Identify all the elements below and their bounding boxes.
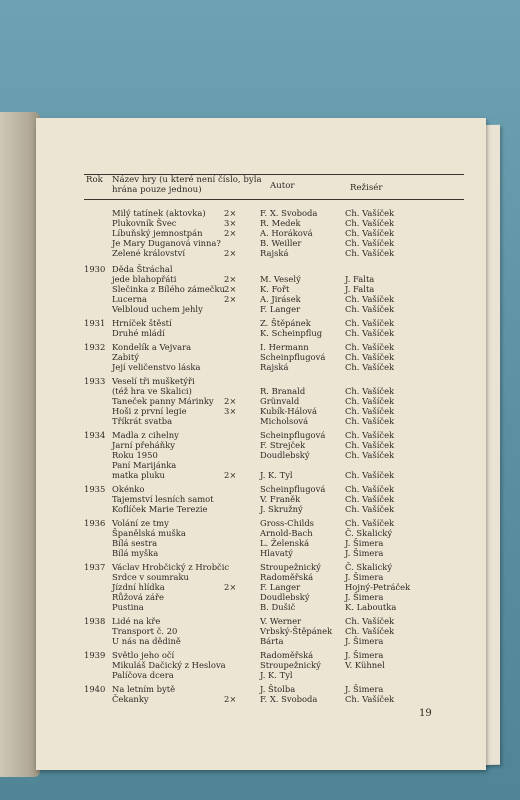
cell-title: Paní Marijánka xyxy=(112,460,177,470)
table-row xyxy=(36,616,486,626)
cell-director: Ch. Vašíček xyxy=(345,518,395,528)
table-row xyxy=(36,650,486,660)
table-row xyxy=(36,318,486,328)
cell-year: 1934 xyxy=(84,430,106,440)
cell-author: Bárta xyxy=(260,636,284,646)
cell-title: Je Mary Duganová vinna? xyxy=(112,238,221,248)
table-row xyxy=(36,602,486,612)
cell-title: Jarní přeháňky xyxy=(112,440,175,450)
cell-author: V. Franěk xyxy=(260,494,301,504)
cell-title: jede blahopřáti xyxy=(112,274,177,284)
table-row xyxy=(36,528,486,538)
cell-author: Scheinpflugová xyxy=(260,484,326,494)
cell-title: Hrníček štěstí xyxy=(112,318,172,328)
table-row xyxy=(36,430,486,440)
cell-director: J. Šimera xyxy=(345,592,384,602)
cell-title: Okénko xyxy=(112,484,145,494)
cell-year: 1936 xyxy=(84,518,106,528)
cell-director: J. Šimera xyxy=(345,636,384,646)
table-row xyxy=(36,694,486,704)
cell-title: Transport č. 20 xyxy=(112,626,178,636)
cell-director: Ch. Vašíček xyxy=(345,396,395,406)
table-row xyxy=(36,518,486,528)
cell-title: Bílá myška xyxy=(112,548,159,558)
table-row xyxy=(36,684,486,694)
table-row xyxy=(36,670,486,680)
cell-title: Španělská muška xyxy=(112,528,186,538)
cell-mark: 3× xyxy=(224,218,237,228)
cell-director: Ch. Vašíček xyxy=(345,416,395,426)
cell-year: 1940 xyxy=(84,684,106,694)
cell-author: Scheinpflugová xyxy=(260,352,326,362)
cell-director: Hojný-Petráček xyxy=(345,582,411,592)
cell-mark: 2× xyxy=(224,274,237,284)
cell-title: Líbuňský jemnostpán xyxy=(112,228,203,238)
cell-mark: 2× xyxy=(224,284,237,294)
cell-author: F. Langer xyxy=(260,582,301,592)
cell-title: Plukovník Švec xyxy=(112,218,177,228)
cell-director: Ch. Vašíček xyxy=(345,352,395,362)
cell-author: Stroupežnický xyxy=(260,562,321,572)
page-number: 19 xyxy=(419,708,432,719)
cell-mark: 2× xyxy=(224,396,237,406)
cell-year: 1939 xyxy=(84,650,106,660)
header-year: Rok xyxy=(86,175,103,185)
cell-title: Tříkrát svatba xyxy=(112,416,173,426)
cell-director: J. Šimera xyxy=(345,572,384,582)
cell-author: L. Želenská xyxy=(260,538,310,548)
cell-title: Volání ze tmy xyxy=(112,518,169,528)
cell-author: Kubík-Hálová xyxy=(260,406,318,416)
cell-director: Ch. Vašíček xyxy=(345,484,395,494)
facing-page-edge xyxy=(0,112,40,777)
cell-director: K. Laboutka xyxy=(345,602,397,612)
cell-title: Taneček panny Márinky xyxy=(112,396,214,406)
table-row xyxy=(36,274,486,284)
cell-title: (též hra ve Skalici) xyxy=(112,386,192,396)
cell-title: matka pluku xyxy=(112,470,165,480)
cell-author: I. Hermann xyxy=(260,342,309,352)
cell-author: B. Weiller xyxy=(260,238,302,248)
cell-director: Ch. Vašíček xyxy=(345,470,395,480)
table-row xyxy=(36,352,486,362)
cell-title: Jízdní hlídka xyxy=(112,582,165,592)
cell-director: Ch. Vašíček xyxy=(345,248,395,258)
cell-title: Madla z cihelny xyxy=(112,430,179,440)
cell-author: Z. Štěpánek xyxy=(260,318,311,328)
cell-title: Světlo jeho očí xyxy=(112,650,175,660)
table-row xyxy=(36,626,486,636)
cell-author: V. Werner xyxy=(260,616,302,626)
cell-title: Na letním bytě xyxy=(112,684,176,694)
cell-author: A. Jirásek xyxy=(260,294,301,304)
cell-director: Ch. Vašíček xyxy=(345,294,395,304)
header-director: Režisér xyxy=(350,183,383,193)
table-row xyxy=(36,406,486,416)
cell-title: Děda Štráchal xyxy=(112,264,173,274)
table-row xyxy=(36,362,486,372)
cell-director: Ch. Vašíček xyxy=(345,208,395,218)
cell-author: Gross-Childs xyxy=(260,518,314,528)
cell-author: J. Skružný xyxy=(260,504,303,514)
cell-director: Ch. Vašíček xyxy=(345,494,395,504)
table-row xyxy=(36,396,486,406)
cell-director: Ch. Vašíček xyxy=(345,318,395,328)
table-row xyxy=(36,264,486,274)
cell-author: R. Branald xyxy=(260,386,306,396)
cell-title: U nás na dědině xyxy=(112,636,181,646)
cell-mark: 2× xyxy=(224,694,237,704)
booklet-page xyxy=(36,118,486,770)
cell-year: 1930 xyxy=(84,264,106,274)
cell-director: Č. Skalický xyxy=(345,562,393,572)
cell-title: Lucerna xyxy=(112,294,147,304)
cell-author: Doudlebský xyxy=(260,450,310,460)
cell-title: Hoši z první legie xyxy=(112,406,187,416)
cell-director: Ch. Vašíček xyxy=(345,328,395,338)
cell-title: Zabitý xyxy=(112,352,139,362)
cell-title: Lidé na kře xyxy=(112,616,161,626)
cell-author: A. Horáková xyxy=(260,228,313,238)
cell-title: Zelené království xyxy=(112,248,186,258)
table-row xyxy=(36,470,486,480)
table-row xyxy=(36,228,486,238)
cell-author: R. Medek xyxy=(260,218,301,228)
cell-title: Srdce v soumraku xyxy=(112,572,189,582)
table-row xyxy=(36,328,486,338)
cell-year: 1933 xyxy=(84,376,106,386)
cell-director: Ch. Vašíček xyxy=(345,450,395,460)
cell-author: Rajská xyxy=(260,248,289,258)
cell-director: Ch. Vašíček xyxy=(345,228,395,238)
header-author: Autor xyxy=(270,181,295,191)
cell-author: B. Dušič xyxy=(260,602,296,612)
cell-year: 1931 xyxy=(84,318,106,328)
table-row xyxy=(36,562,486,572)
cell-director: Č. Skalický xyxy=(345,528,393,538)
cell-author: F. Langer xyxy=(260,304,301,314)
header-title: Název hry (u které není číslo, byla hrána pouze jednou) xyxy=(112,175,262,195)
cell-title: Čekanky xyxy=(112,694,149,704)
cell-author: K. Fořt xyxy=(260,284,290,294)
cell-director: Ch. Vašíček xyxy=(345,616,395,626)
table-row xyxy=(36,294,486,304)
table-row xyxy=(36,208,486,218)
cell-author: Radoměřská xyxy=(260,650,314,660)
cell-director: Ch. Vašíček xyxy=(345,626,395,636)
cell-author: Scheinpflugová xyxy=(260,430,326,440)
cell-title: Václav Hrobčický z Hrobčic xyxy=(112,562,230,572)
table-row xyxy=(36,484,486,494)
cell-director: Ch. Vašíček xyxy=(345,694,395,704)
cell-author: Radoměřská xyxy=(260,572,314,582)
cell-author: K. Scheinpflug xyxy=(260,328,323,338)
table-row xyxy=(36,538,486,548)
table-row xyxy=(36,386,486,396)
cell-title: Bílá sestra xyxy=(112,538,158,548)
cell-author: M. Veselý xyxy=(260,274,301,284)
cell-director: J. Falta xyxy=(345,284,375,294)
cell-author: Hlavatý xyxy=(260,548,293,558)
cell-author: F. X. Svoboda xyxy=(260,208,318,218)
cell-author: Stroupežnický xyxy=(260,660,321,670)
cell-author: J. K. Tyl xyxy=(260,670,293,680)
cell-title: Kondelík a Vejvara xyxy=(112,342,192,352)
table-row xyxy=(36,248,486,258)
cell-mark: 2× xyxy=(224,294,237,304)
cell-title: Milý tatínek (aktovka) xyxy=(112,208,206,218)
cell-author: Micholsová xyxy=(260,416,309,426)
cell-director: Ch. Vašíček xyxy=(345,362,395,372)
cell-title: Tajemství lesních samot xyxy=(112,494,214,504)
cell-director: Ch. Vašíček xyxy=(345,342,395,352)
cell-author: Rajská xyxy=(260,362,289,372)
cell-title: Její veličenstvo láska xyxy=(112,362,201,372)
table-row xyxy=(36,582,486,592)
table-row xyxy=(36,218,486,228)
cell-title: Koflíček Marie Terezie xyxy=(112,504,208,514)
cell-director: Ch. Vašíček xyxy=(345,406,395,416)
cell-director: J. Falta xyxy=(345,274,375,284)
table-row xyxy=(36,376,486,386)
cell-title: Mikuláš Dačický z Heslova xyxy=(112,660,226,670)
table-row xyxy=(36,284,486,294)
cell-director: Ch. Vašíček xyxy=(345,386,395,396)
table-row xyxy=(36,304,486,314)
table-row xyxy=(36,494,486,504)
cell-director: J. Šimera xyxy=(345,684,384,694)
cell-mark: 2× xyxy=(224,248,237,258)
table-row xyxy=(36,460,486,470)
table-row xyxy=(36,416,486,426)
cell-title: Druhé mládí xyxy=(112,328,165,338)
header-bottom-rule xyxy=(84,199,464,200)
cell-director: Ch. Vašíček xyxy=(345,304,395,314)
table-row xyxy=(36,636,486,646)
table-row xyxy=(36,450,486,460)
table-row xyxy=(36,572,486,582)
cell-title: Růžová záře xyxy=(112,592,164,602)
cell-year: 1937 xyxy=(84,562,106,572)
cell-title: Velbloud uchem jehly xyxy=(112,304,203,314)
cell-director: V. Kühnel xyxy=(345,660,385,670)
cell-author: Doudlebský xyxy=(260,592,310,602)
cell-director: Ch. Vašíček xyxy=(345,430,395,440)
cell-title: Palíčova dcera xyxy=(112,670,174,680)
table-row xyxy=(36,548,486,558)
table-row xyxy=(36,504,486,514)
cell-author: F. X. Svoboda xyxy=(260,694,318,704)
cell-author: Grünvald xyxy=(260,396,300,406)
cell-author: J. K. Tyl xyxy=(260,470,293,480)
cell-title: Roku 1950 xyxy=(112,450,158,460)
cell-title: Slečinka z Bílého zámečku xyxy=(112,284,225,294)
cell-title: Pustina xyxy=(112,602,144,612)
cell-title: Veselí tři mušketýři xyxy=(112,376,195,386)
table-row xyxy=(36,660,486,670)
cell-mark: 2× xyxy=(224,470,237,480)
cell-director: Ch. Vašíček xyxy=(345,238,395,248)
cell-director: Ch. Vašíček xyxy=(345,440,395,450)
cell-director: Ch. Vašíček xyxy=(345,218,395,228)
cell-director: J. Šimera xyxy=(345,538,384,548)
cell-director: J. Šimera xyxy=(345,650,384,660)
cell-mark: 2× xyxy=(224,582,237,592)
table-row xyxy=(36,342,486,352)
cell-author: F. Strejček xyxy=(260,440,306,450)
cell-year: 1938 xyxy=(84,616,106,626)
table-row xyxy=(36,592,486,602)
cell-mark: 3× xyxy=(224,406,237,416)
cell-author: J. Štolba xyxy=(260,684,296,694)
cell-director: Ch. Vašíček xyxy=(345,504,395,514)
cell-author: Vrbský-Štěpánek xyxy=(260,626,333,636)
cell-mark: 2× xyxy=(224,208,237,218)
cell-director: J. Šimera xyxy=(345,548,384,558)
cell-author: Arnold-Bach xyxy=(260,528,313,538)
cell-mark: 2× xyxy=(224,228,237,238)
cell-year: 1935 xyxy=(84,484,106,494)
cell-year: 1932 xyxy=(84,342,106,352)
table-row xyxy=(36,238,486,248)
table-row xyxy=(36,440,486,450)
